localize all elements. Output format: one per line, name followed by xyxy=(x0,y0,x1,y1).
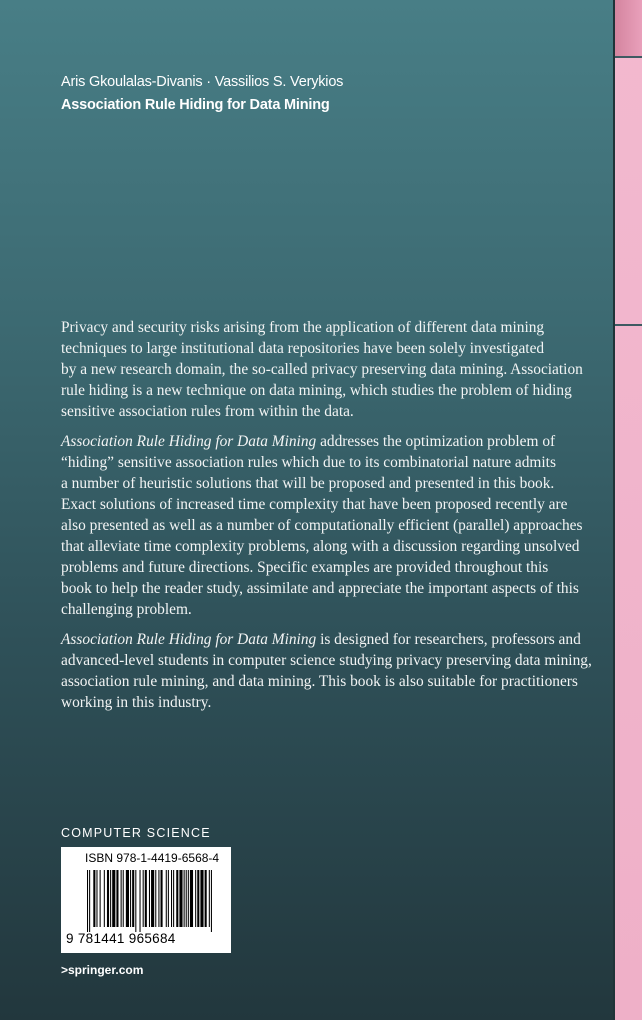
blurb-line: by a new research domain, the so-called privacy preserving data mining. Association xyxy=(61,361,583,378)
blurb-line: also presented as well as a number of computationally efficient (parallel) approaches xyxy=(61,517,583,534)
blurb-line: a number of heuristic solutions that will be proposed and presented in this book. xyxy=(61,475,555,492)
blurb-line: techniques to large institutional data repositories have been solely investigated xyxy=(61,340,545,357)
barcode-bar xyxy=(123,870,124,927)
barcode-bar xyxy=(121,870,122,927)
barcode-bar xyxy=(116,870,118,927)
spine-divider xyxy=(615,56,642,58)
barcode-digits: 9 781441 965684 xyxy=(66,931,176,946)
barcode-bar xyxy=(126,870,129,927)
blurb-line: advanced-level students in computer science studying privacy preserving data mining, xyxy=(61,652,592,669)
barcode-bar xyxy=(176,870,178,927)
barcode-bar xyxy=(140,870,141,932)
barcode-bar xyxy=(195,870,196,927)
barcode-bar xyxy=(96,870,97,927)
book-title-italic: Association Rule Hiding for Data Mining xyxy=(61,433,317,450)
barcode-bar xyxy=(171,870,172,927)
spine-top-band xyxy=(615,0,642,56)
spine-divider xyxy=(615,324,642,326)
barcode-bar xyxy=(211,870,212,932)
category-label: COMPUTER SCIENCE xyxy=(61,826,211,840)
barcode-bar xyxy=(145,870,147,927)
barcode-bar xyxy=(197,870,199,927)
barcode-bar xyxy=(93,870,95,927)
barcode-bar xyxy=(112,870,115,927)
book-title-italic: Association Rule Hiding for Data Mining xyxy=(61,631,317,648)
barcode-bar xyxy=(184,870,185,927)
blurb-line xyxy=(61,629,591,650)
barcode-bar xyxy=(107,870,109,927)
barcode-bar xyxy=(130,870,131,927)
blurb-line: challenging problem. xyxy=(61,601,192,618)
blurb-line: that alleviate time complexity problems, along with a discussion regarding unsolved xyxy=(61,538,580,555)
barcode-bar xyxy=(200,870,203,927)
blurb-paragraph-2 xyxy=(61,431,591,620)
barcode-bar xyxy=(151,870,154,927)
blurb-text: addresses the optimization problem of xyxy=(316,433,556,450)
barcode-bar xyxy=(110,870,111,927)
barcode-bar xyxy=(188,870,189,927)
barcode-bar xyxy=(190,870,193,927)
spine-edge xyxy=(613,0,615,1020)
spine xyxy=(613,0,642,1020)
barcode-bar xyxy=(104,870,105,927)
barcode-bar xyxy=(161,870,163,927)
barcode-bar xyxy=(173,870,174,927)
barcode-bar xyxy=(166,870,167,927)
barcode-bar xyxy=(155,870,156,927)
isbn-label: ISBN 978-1-4419-6568-4 xyxy=(85,851,220,865)
barcode-bar xyxy=(158,870,159,927)
barcode xyxy=(61,847,231,953)
blurb-line: Privacy and security risks arising from the application of different data mining xyxy=(61,319,545,336)
barcode-bar xyxy=(209,870,210,927)
barcode-bar xyxy=(179,870,182,927)
blurb-line: rule hiding is a new technique on data mining, which studies the problem of hiding xyxy=(61,382,572,399)
book-title: Association Rule Hiding for Data Mining xyxy=(61,97,330,113)
barcode-bar xyxy=(143,870,144,927)
barcode-bar xyxy=(132,870,134,927)
barcode-bar xyxy=(186,870,187,927)
barcode-bar xyxy=(205,870,207,927)
blurb-line: sensitive association rules from within the data. xyxy=(61,403,354,420)
blurb-line: “hiding” sensitive association rules which due to its combinatorial nature admits xyxy=(61,454,556,471)
blurb-line xyxy=(61,431,591,452)
blurb-line: problems and future directions. Specific examples are provided throughout this xyxy=(61,559,549,576)
authors: Aris Gkoulalas-Divanis · Vassilios S. Verykios xyxy=(61,74,344,90)
blurb-paragraph-3 xyxy=(61,629,591,713)
barcode-bar xyxy=(100,870,101,927)
barcode-bar xyxy=(89,870,90,932)
barcode-bar xyxy=(168,870,169,927)
blurb-line: book to help the reader study, assimilate and appreciate the important aspects of this xyxy=(61,580,579,597)
blurb xyxy=(61,317,591,722)
publisher-url: >springer.com xyxy=(61,963,144,977)
blurb-paragraph-1 xyxy=(61,317,591,422)
blurb-line: working in this industry. xyxy=(61,694,212,711)
barcode-bar xyxy=(149,870,150,927)
barcode-bar xyxy=(87,870,88,932)
barcode-bar xyxy=(135,870,136,932)
blurb-text: is designed for researchers, professors and xyxy=(316,631,581,648)
blurb-line: Exact solutions of increased time complexity that have been proposed recently are xyxy=(61,496,568,513)
barcode-bars xyxy=(87,870,215,932)
blurb-line: association rule mining, and data mining. This book is also suitable for practitioners xyxy=(61,673,578,690)
